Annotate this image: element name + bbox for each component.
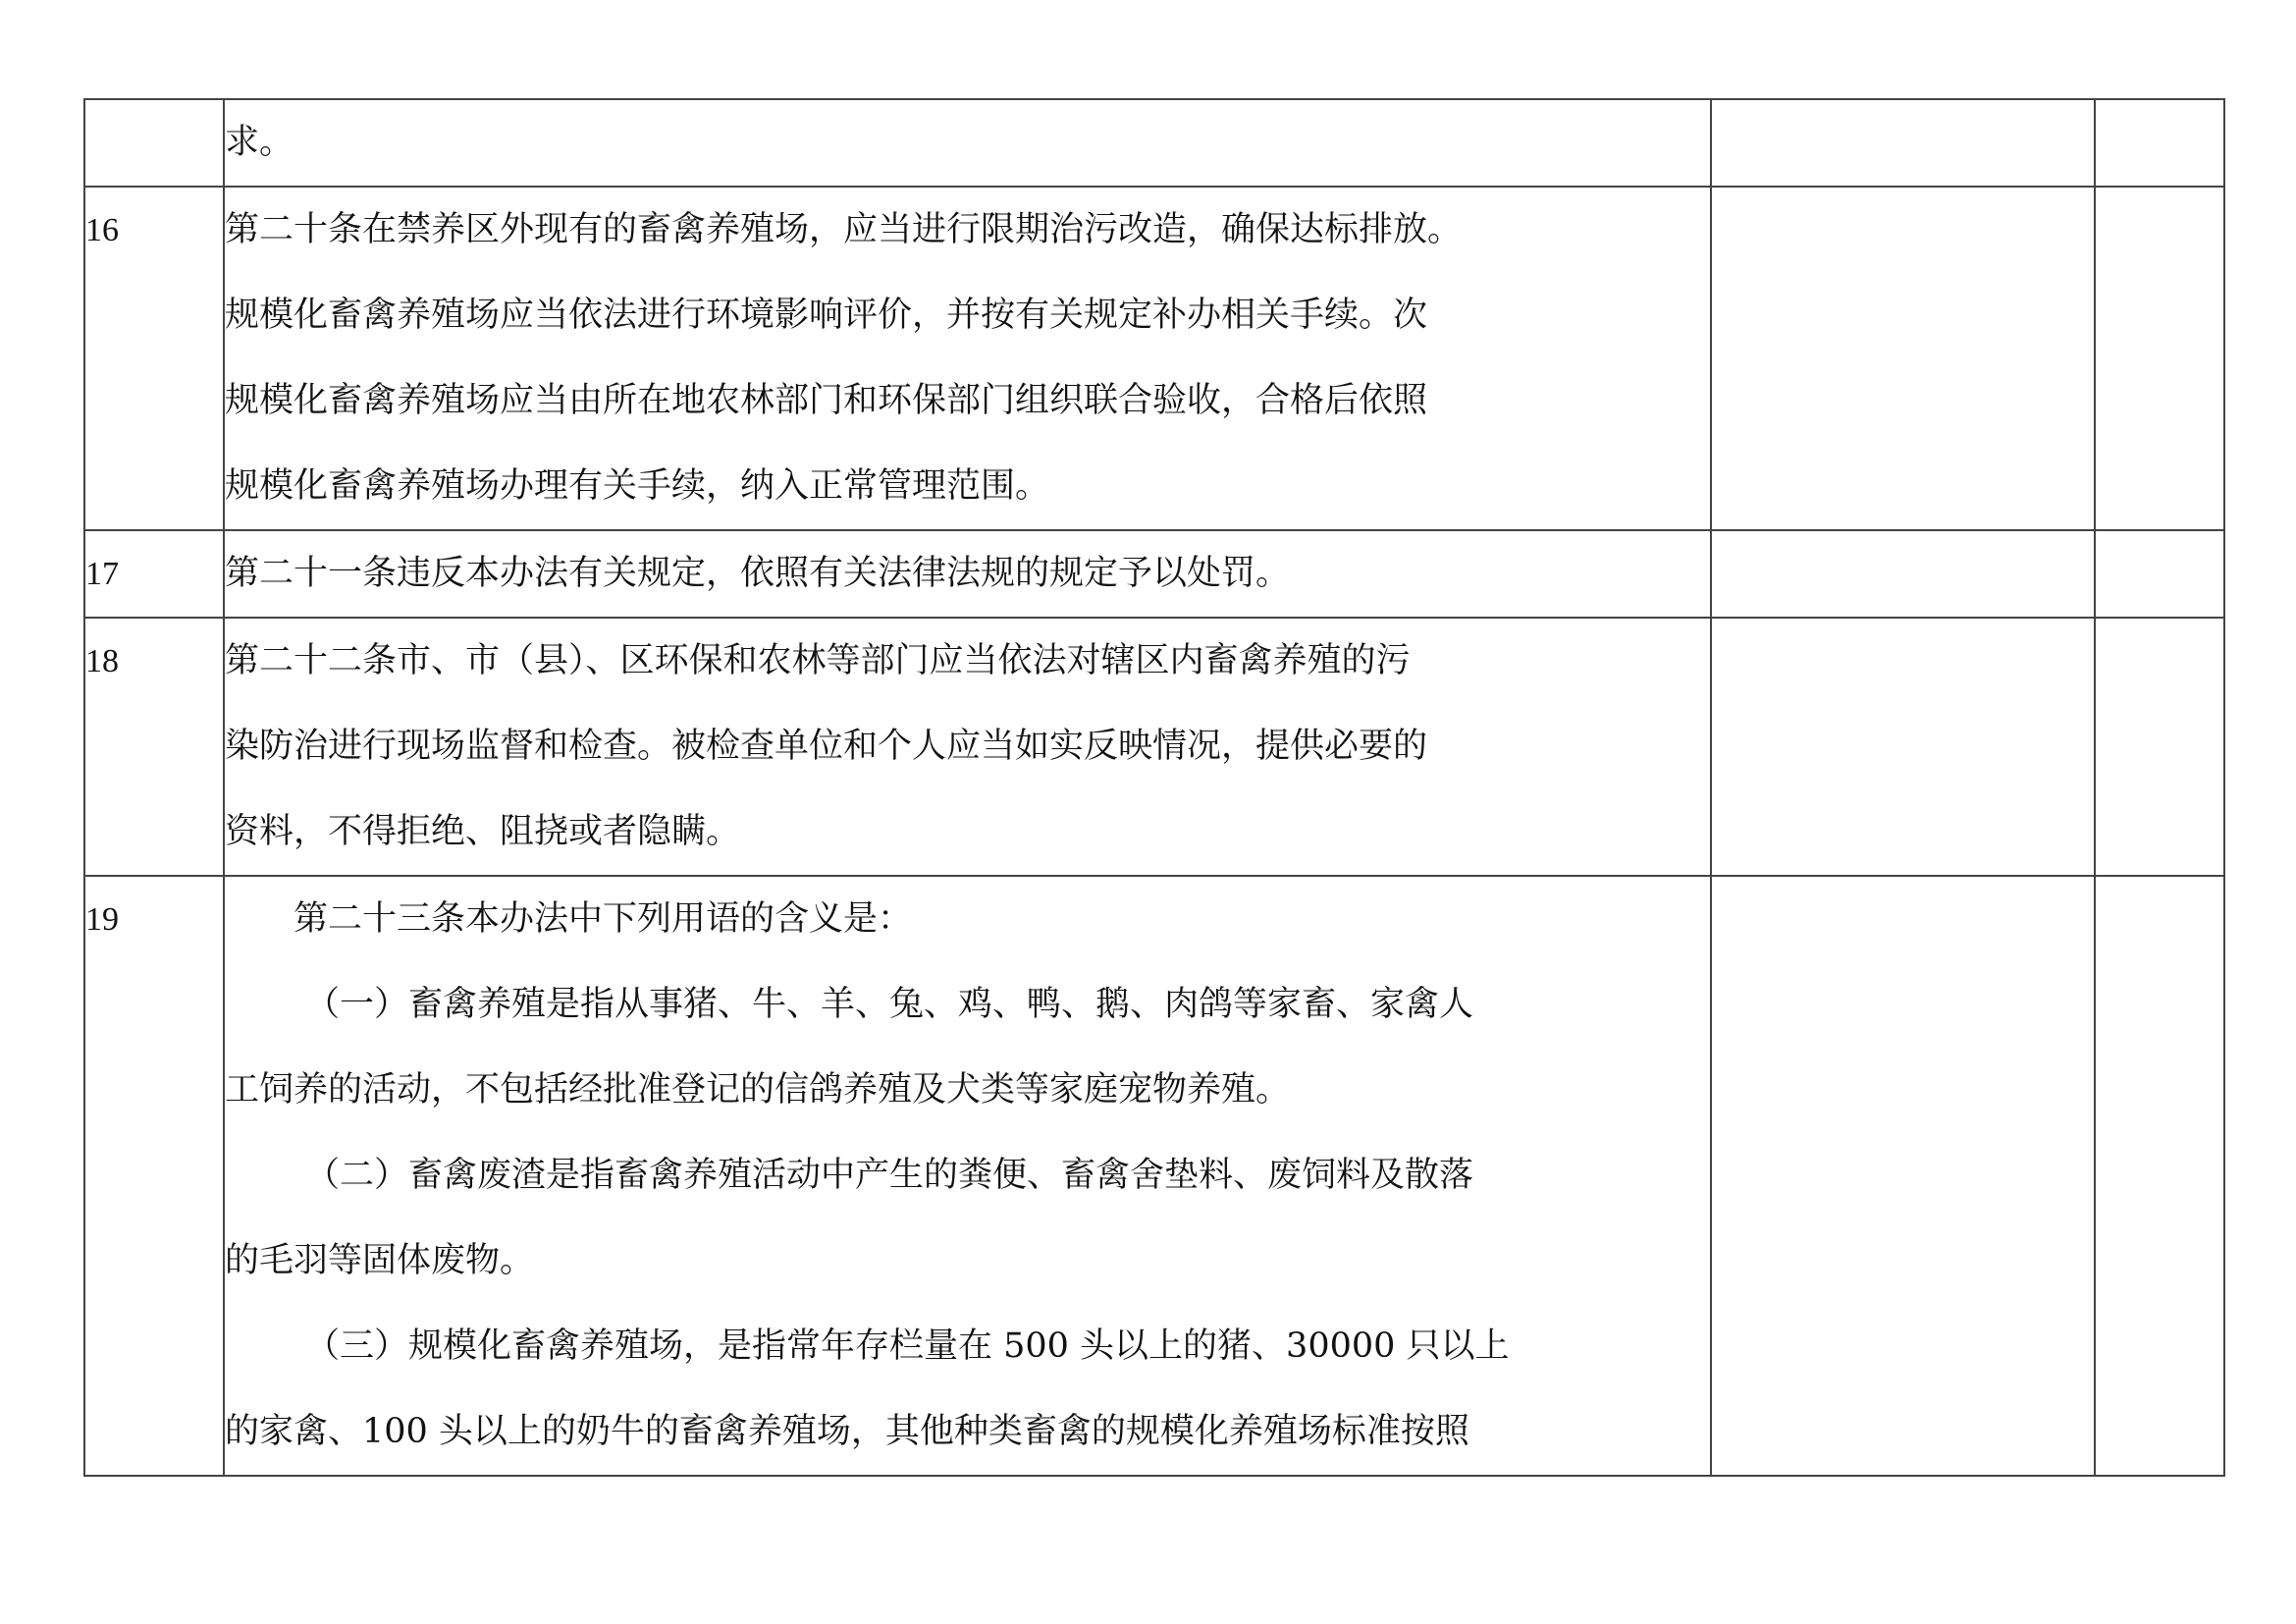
table-row [84, 530, 2224, 618]
empty-cell [2095, 876, 2224, 1476]
table-row [84, 876, 2224, 1476]
text-line: 规模化畜禽养殖场应当由所在地农林部门和环保部门组织联合验收，合格后依照 [225, 381, 1428, 420]
row-content [224, 187, 1711, 530]
empty-cell [1711, 618, 2095, 876]
row-number [84, 99, 224, 187]
table-row [84, 618, 2224, 876]
row-content [224, 530, 1711, 618]
empty-cell [2095, 618, 2224, 876]
text-line: （一）畜禽养殖是指从事猪、牛、羊、兔、鸡、鸭、鹅、肉鸽等家畜、家禽人 [305, 985, 1474, 1024]
row-content [224, 876, 1711, 1476]
text-line: 规模化畜禽养殖场应当依法进行环境影响评价，并按有关规定补办相关手续。次 [225, 296, 1428, 335]
text-line: 第二十二条市、市（县）、区环保和农林等部门应当依法对辖区内畜禽养殖的污 [225, 641, 1411, 680]
text-line: 的家禽、100 头以上的奶牛的畜禽养殖场，其他种类畜禽的规模化养殖场标准按照 [225, 1412, 1469, 1451]
empty-cell [1711, 187, 2095, 530]
text-line: （二）畜禽废渣是指畜禽养殖活动中产生的粪便、畜禽舍垫料、废饲料及散落 [305, 1156, 1474, 1195]
row-content [224, 618, 1711, 876]
regulation-table [83, 98, 2225, 1477]
text-line: 第二十条在禁养区外现有的畜禽养殖场，应当进行限期治污改造，确保达标排放。 [225, 210, 1463, 249]
row-number: 16 [84, 187, 224, 530]
text-line: 资料，不得拒绝、阻挠或者隐瞒。 [225, 812, 741, 851]
table-row [84, 187, 2224, 530]
table-row [84, 99, 2224, 187]
text-line: （三）规模化畜禽养殖场，是指常年存栏量在 500 头以上的猪、30000 只以上 [305, 1326, 1510, 1366]
row-content [224, 99, 1711, 187]
text-line: 工饲养的活动，不包括经批准登记的信鸽养殖及犬类等家庭宠物养殖。 [225, 1070, 1291, 1110]
empty-cell [1711, 530, 2095, 618]
text-line: 染防治进行现场监督和检查。被检查单位和个人应当如实反映情况，提供必要的 [225, 727, 1428, 766]
row-number: 19 [84, 876, 224, 1476]
row-number: 17 [84, 530, 224, 618]
text-line: 求。 [225, 123, 294, 162]
text-line: 规模化畜禽养殖场办理有关手续，纳入正常管理范围。 [225, 466, 1050, 506]
empty-cell [2095, 530, 2224, 618]
row-number: 18 [84, 618, 224, 876]
empty-cell [1711, 99, 2095, 187]
empty-cell [1711, 876, 2095, 1476]
empty-cell [2095, 187, 2224, 530]
text-line: 第二十一条违反本办法有关规定，依照有关法律法规的规定予以处罚。 [225, 554, 1291, 593]
text-line: 的毛羽等固体废物。 [225, 1241, 535, 1280]
text-line: 第二十三条本办法中下列用语的含义是： [294, 899, 913, 939]
empty-cell [2095, 99, 2224, 187]
